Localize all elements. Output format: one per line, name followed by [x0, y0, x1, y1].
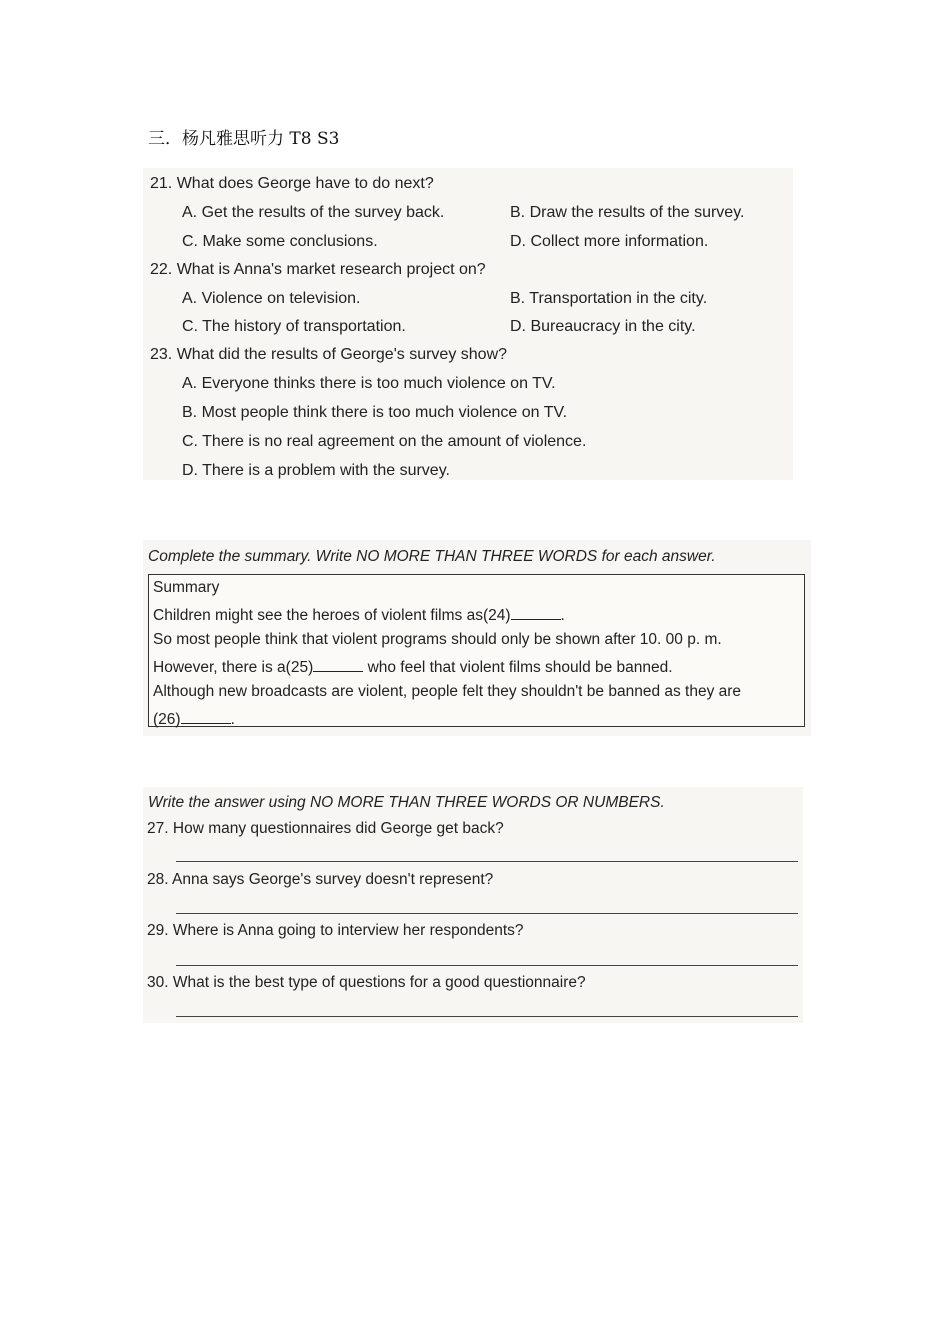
option-23-b: B. Most people think there is too much violence on TV. [182, 404, 568, 421]
summary-line-4: Although new broadcasts are violent, people felt they shouldn't be banned as they are [153, 683, 742, 700]
summary-line-2: So most people think that violent programs should only be shown after 10. 00 p. m. [153, 631, 722, 648]
answer-line-27[interactable] [176, 861, 798, 862]
question-30: 30. What is the best type of questions for a good questionnaire? [147, 974, 586, 991]
answer-line-30[interactable] [176, 1016, 798, 1017]
blank-26[interactable] [181, 709, 231, 724]
option-21-c: C. Make some conclusions. [182, 233, 378, 250]
summary-box [148, 574, 805, 727]
question-29: 29. Where is Anna going to interview her respondents? [147, 922, 524, 939]
option-22-d: D. Bureaucracy in the city. [510, 318, 696, 335]
option-22-a: A. Violence on television. [182, 290, 361, 307]
question-27: 27. How many questionnaires did George get back? [147, 820, 504, 837]
option-23-a: A. Everyone thinks there is too much violence on TV. [182, 375, 556, 392]
question-22: 22. What is Anna's market research project on? [150, 261, 486, 278]
option-21-b: B. Draw the results of the survey. [510, 204, 745, 221]
summary-instruction: Complete the summary. Write NO MORE THAN THREE WORDS for each answer. [148, 548, 716, 565]
question-23: 23. What did the results of George's survey show? [150, 346, 508, 363]
question-21: 21. What does George have to do next? [150, 175, 434, 192]
option-21-a: A. Get the results of the survey back. [182, 204, 445, 221]
summary-line-26: (26) . [153, 711, 235, 728]
summary-line-25: However, there is a(25) who feel that violent films should be banned. [153, 659, 673, 676]
answer-line-28[interactable] [176, 913, 798, 914]
option-22-c: C. The history of transportation. [182, 318, 406, 335]
answer-line-29[interactable] [176, 965, 798, 966]
option-22-b: B. Transportation in the city. [510, 290, 708, 307]
option-23-d: D. There is a problem with the survey. [182, 462, 450, 479]
summary-line-24: Children might see the heroes of violent films as(24) . [153, 607, 565, 624]
blank-24[interactable] [511, 605, 561, 620]
blank-25[interactable] [313, 657, 363, 672]
option-23-c: C. There is no real agreement on the amount of violence. [182, 433, 587, 450]
summary-title: Summary [153, 579, 220, 596]
option-21-d: D. Collect more information. [510, 233, 709, 250]
question-28: 28. Anna says George's survey doesn't represent? [147, 871, 494, 888]
short-answer-instruction: Write the answer using NO MORE THAN THREE WORDS OR NUMBERS. [148, 794, 665, 811]
page-heading: 三．杨凡雅思听力 T8 S3 [148, 129, 340, 149]
